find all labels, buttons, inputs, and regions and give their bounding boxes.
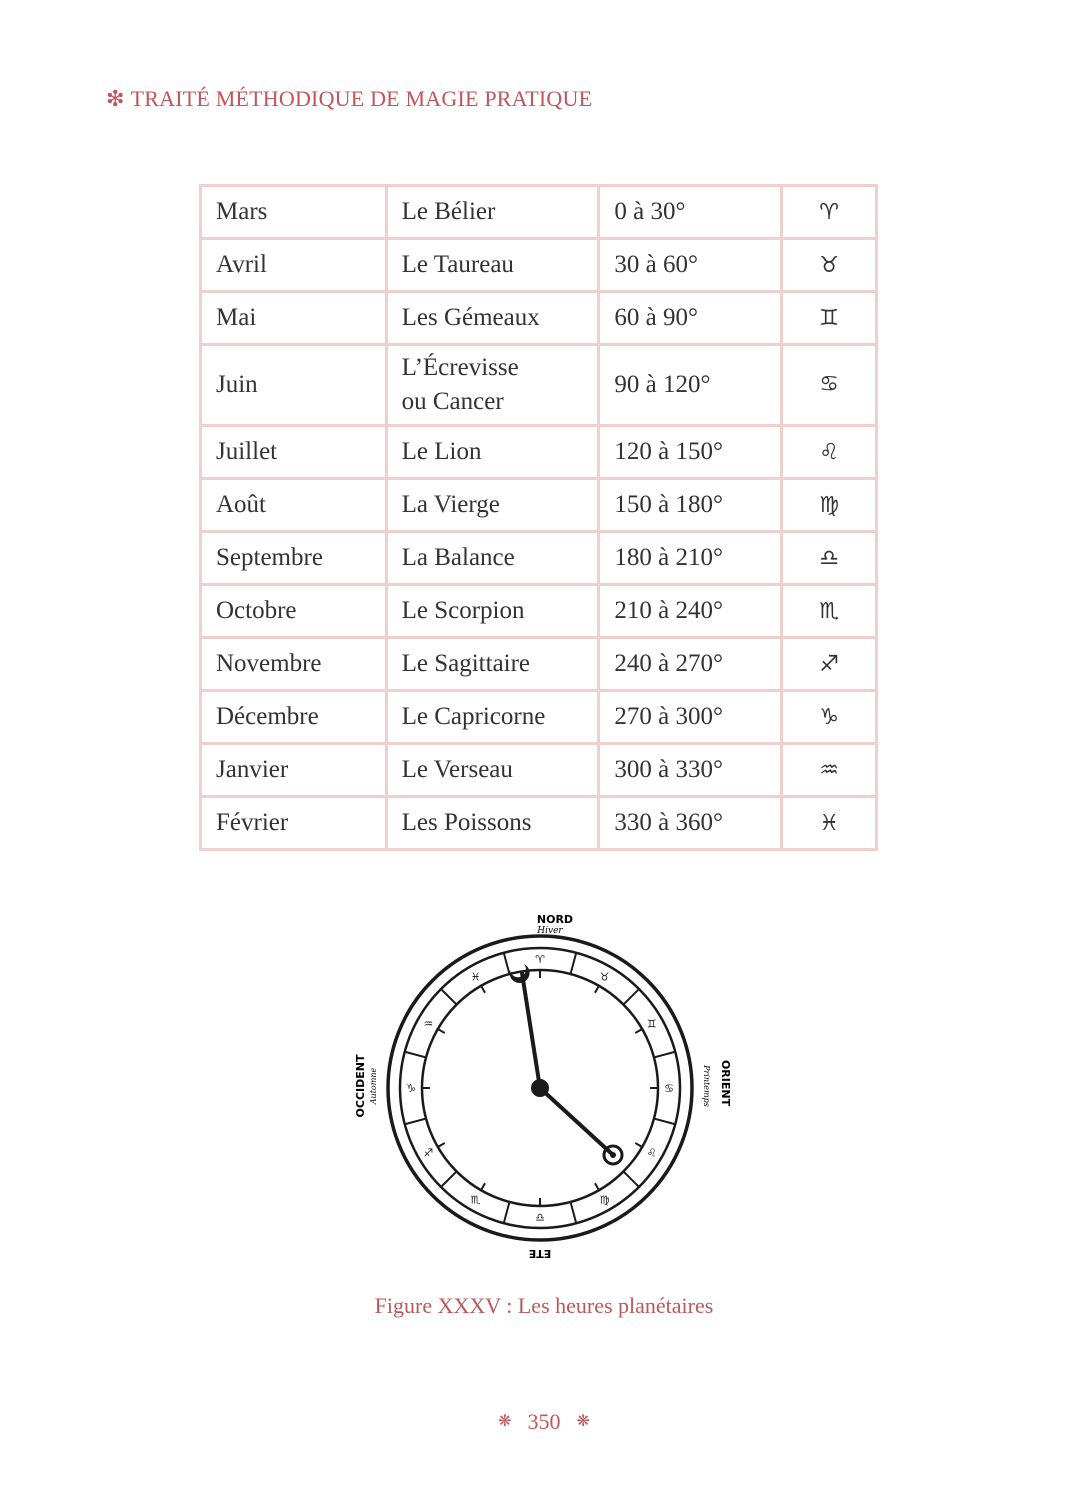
- table-row: [201, 186, 877, 239]
- zodiac-table: [199, 184, 878, 851]
- capricorn-icon: ♑: [819, 704, 839, 730]
- degrees-cell: 210 à 240°: [599, 585, 782, 638]
- zodiac-clock-diagram: [350, 908, 730, 1268]
- symbol-cell: [782, 585, 877, 638]
- symbol-cell: [782, 479, 877, 532]
- aries-icon: ♈: [819, 199, 839, 225]
- figure-caption: Figure XXXV : Les heures planétaires: [374, 1293, 714, 1318]
- degrees-cell: 0 à 30°: [599, 186, 782, 239]
- page-footer: [0, 1409, 1088, 1435]
- scorpio-icon: ♏: [470, 1193, 481, 1207]
- symbol-cell: [782, 797, 877, 850]
- table-row: [201, 797, 877, 850]
- sign-cell: La Balance: [386, 532, 599, 585]
- symbol-cell: [782, 186, 877, 239]
- table-row: [201, 744, 877, 797]
- gemini-icon: ♊: [646, 1017, 657, 1031]
- symbol-cell: [782, 426, 877, 479]
- sign-cell: Le Verseau: [386, 744, 599, 797]
- label-east-sub: Printemps: [702, 1065, 711, 1107]
- libra-icon: ♎: [819, 545, 839, 571]
- month-cell: Mai: [201, 292, 387, 345]
- sign-cell: La Vierge: [386, 479, 599, 532]
- month-cell: Août: [201, 479, 387, 532]
- gemini-icon: ♊: [819, 305, 839, 331]
- aquarius-icon: ♒: [423, 1017, 434, 1031]
- symbol-cell: [782, 691, 877, 744]
- table-row: [201, 638, 877, 691]
- sagittarius-icon: ♐: [819, 651, 839, 677]
- dial-divider: [441, 989, 457, 1005]
- degrees-cell: 90 à 120°: [599, 345, 782, 426]
- degrees-cell: 150 à 180°: [599, 479, 782, 532]
- sagittarius-icon: ♐: [423, 1146, 434, 1160]
- cancer-icon: ♋: [664, 1082, 674, 1095]
- footer-ornament-right-icon: ❋: [576, 1413, 590, 1430]
- hour-tick: [438, 1143, 445, 1147]
- sign-cell: Les Gémeaux: [386, 292, 599, 345]
- hub: [531, 1079, 549, 1097]
- dial-divider: [405, 1052, 426, 1058]
- hour-tick: [635, 1143, 642, 1147]
- hour-tick: [595, 1183, 599, 1190]
- table-row: [201, 292, 877, 345]
- symbol-cell: [782, 292, 877, 345]
- scorpio-icon: ♏: [819, 598, 839, 624]
- page-number: 350: [527, 1409, 561, 1434]
- dial-divider: [654, 1052, 675, 1058]
- sign-cell: Le Sagittaire: [386, 638, 599, 691]
- degrees-cell: 270 à 300°: [599, 691, 782, 744]
- aries-icon: ♈: [535, 953, 545, 966]
- degrees-cell: 240 à 270°: [599, 638, 782, 691]
- degrees-cell: 180 à 210°: [599, 532, 782, 585]
- symbol-cell: [782, 345, 877, 426]
- dial-divider: [504, 953, 510, 974]
- degrees-cell: 330 à 360°: [599, 797, 782, 850]
- hour-tick: [595, 986, 599, 993]
- sign-line: ou Cancer: [401, 388, 504, 415]
- dial-divider: [623, 989, 639, 1005]
- table-row: [201, 345, 877, 426]
- aquarius-icon: ♒: [819, 757, 839, 783]
- sign-cell: Le Capricorne: [386, 691, 599, 744]
- dial-divider: [623, 1171, 639, 1187]
- symbol-cell: [782, 638, 877, 691]
- dial-divider: [504, 1202, 510, 1223]
- dial-divider: [571, 953, 577, 974]
- month-cell: Septembre: [201, 532, 387, 585]
- sign-cell: [386, 345, 599, 426]
- table-row: [201, 479, 877, 532]
- leo-icon: ♌: [646, 1146, 657, 1160]
- table-row: [201, 691, 877, 744]
- planetary-hours-figure: [350, 908, 730, 1268]
- label-south: ETE: [528, 1247, 552, 1260]
- taurus-icon: ♉: [819, 252, 839, 278]
- table-row: [201, 585, 877, 638]
- dial-divider: [441, 1171, 457, 1187]
- capricorn-icon: ♑: [406, 1082, 416, 1095]
- sign-cell: Le Lion: [386, 426, 599, 479]
- pisces-icon: ♓: [470, 970, 481, 984]
- degrees-cell: 300 à 330°: [599, 744, 782, 797]
- virgo-icon: ♍: [819, 492, 839, 518]
- month-cell: Mars: [201, 186, 387, 239]
- pisces-icon: ♓: [819, 810, 839, 836]
- symbol-cell: [782, 239, 877, 292]
- sign-cell: Le Scorpion: [386, 585, 599, 638]
- month-cell: Juillet: [201, 426, 387, 479]
- degrees-cell: 30 à 60°: [599, 239, 782, 292]
- table-row: [201, 426, 877, 479]
- book-title: TRAITÉ MÉTHODIQUE DE MAGIE PRATIQUE: [130, 86, 593, 111]
- leo-icon: ♌: [819, 439, 839, 465]
- asterism-icon: ❇: [106, 86, 125, 111]
- hour-hand: [522, 973, 540, 1088]
- hour-tick: [481, 1183, 485, 1190]
- running-head: [106, 86, 592, 112]
- month-cell: Février: [201, 797, 387, 850]
- label-east: ORIENT: [719, 1059, 732, 1107]
- label-west-sub: Automne: [369, 1067, 378, 1105]
- dial-divider: [571, 1202, 577, 1223]
- taurus-icon: ♉: [599, 970, 610, 984]
- hour-tick: [481, 986, 485, 993]
- hour-tick: [635, 1029, 642, 1033]
- label-west: OCCIDENT: [354, 1054, 367, 1118]
- sign-cell: Le Bélier: [386, 186, 599, 239]
- footer-ornament-left-icon: ❋: [498, 1413, 512, 1430]
- month-cell: Avril: [201, 239, 387, 292]
- label-north: NORD: [536, 913, 574, 926]
- month-cell: Juin: [201, 345, 387, 426]
- virgo-icon: ♍: [599, 1193, 610, 1207]
- sign-cell: Le Taureau: [386, 239, 599, 292]
- libra-icon: ♎: [535, 1211, 545, 1224]
- month-cell: Décembre: [201, 691, 387, 744]
- table-row: [201, 239, 877, 292]
- month-cell: Octobre: [201, 585, 387, 638]
- dial-divider: [405, 1119, 426, 1125]
- minute-hand: [540, 1088, 612, 1154]
- sign-cell: Les Poissons: [386, 797, 599, 850]
- sign-line: L’Écrevisse: [401, 354, 519, 381]
- label-north-sub: Hiver: [537, 926, 563, 936]
- degrees-cell: 60 à 90°: [599, 292, 782, 345]
- cancer-icon: ♋: [819, 372, 839, 397]
- degrees-cell: 120 à 150°: [599, 426, 782, 479]
- table-row: [201, 532, 877, 585]
- symbol-cell: [782, 744, 877, 797]
- month-cell: Novembre: [201, 638, 387, 691]
- dial-divider: [654, 1119, 675, 1125]
- symbol-cell: [782, 532, 877, 585]
- hour-tick: [438, 1029, 445, 1033]
- month-cell: Janvier: [201, 744, 387, 797]
